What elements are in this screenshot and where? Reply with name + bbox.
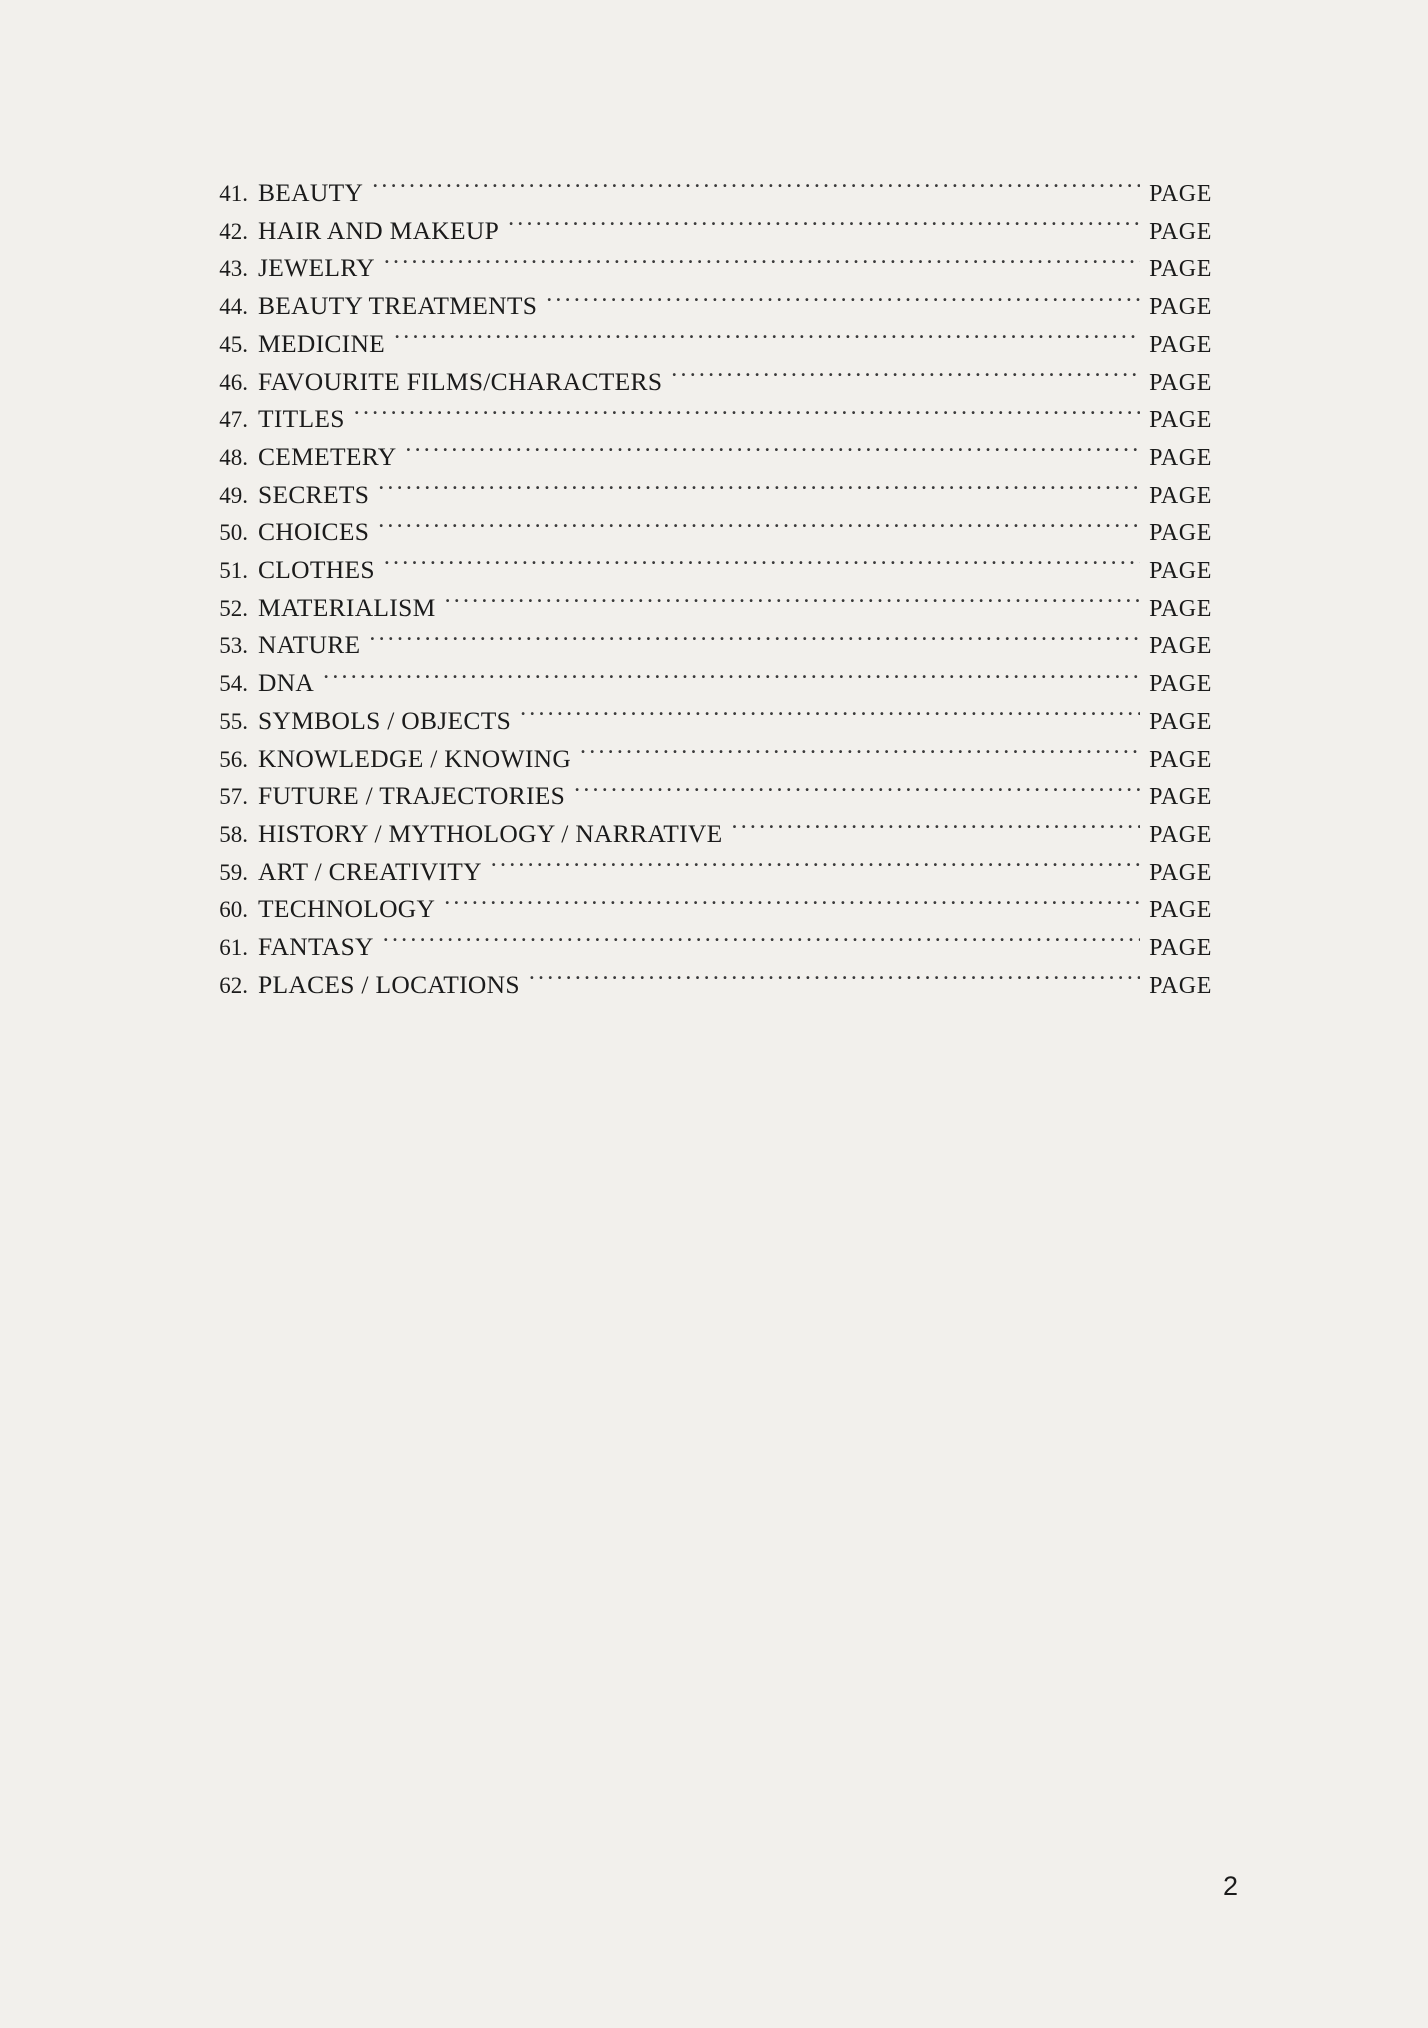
- toc-leader-dots: [384, 251, 1140, 277]
- toc-entry-label: ART / CREATIVITY: [258, 856, 482, 886]
- toc-entry[interactable]: [212, 250, 1212, 288]
- toc-leader-dots: [574, 779, 1140, 805]
- toc-entry-label: FAVOURITE FILMS/CHARACTERS: [258, 366, 663, 396]
- toc-entry-label: FUTURE / TRAJECTORIES: [258, 781, 566, 811]
- toc-entry[interactable]: [212, 288, 1212, 326]
- toc-leader-dots: [580, 741, 1140, 767]
- toc-entry[interactable]: [212, 439, 1212, 477]
- toc-entry-number: 47.: [219, 407, 248, 433]
- toc-entry[interactable]: [212, 967, 1212, 1005]
- toc-entry-label: CHOICES: [258, 517, 370, 547]
- toc-entry-label: MEDICINE: [258, 328, 386, 358]
- toc-entry-label: PLACES / LOCATIONS: [258, 969, 520, 999]
- toc-entry-number: 41.: [219, 181, 248, 206]
- toc-entry-number: 45.: [219, 331, 248, 357]
- toc-entry-page: PAGE: [1149, 633, 1212, 660]
- toc-entry[interactable]: [212, 175, 1212, 213]
- toc-entry[interactable]: [212, 590, 1212, 628]
- toc-entry-label: HAIR AND MAKEUP: [258, 215, 500, 245]
- toc-leader-dots: [394, 326, 1140, 352]
- toc-leader-dots: [369, 628, 1140, 654]
- toc-entry-page: PAGE: [1149, 972, 1212, 999]
- toc-entry-page: PAGE: [1149, 595, 1212, 622]
- toc-entry[interactable]: [212, 816, 1212, 854]
- toc-leader-dots: [444, 892, 1140, 918]
- toc-entry-page: PAGE: [1149, 369, 1212, 396]
- toc-entry-number: 58.: [219, 821, 248, 847]
- toc-entry-page: PAGE: [1149, 482, 1212, 509]
- toc-leader-dots: [508, 213, 1140, 239]
- toc-entry[interactable]: [212, 665, 1212, 703]
- toc-entry-number: 50.: [219, 520, 248, 546]
- toc-entry-page: PAGE: [1149, 218, 1212, 245]
- toc-entry-page: PAGE: [1149, 746, 1212, 773]
- toc-entry-number: 57.: [219, 784, 248, 810]
- toc-leader-dots: [384, 553, 1140, 579]
- toc-entry[interactable]: [212, 891, 1212, 929]
- toc-entry[interactable]: [212, 514, 1212, 552]
- page-number: 2: [1222, 1871, 1238, 1901]
- toc-leader-dots: [354, 402, 1140, 428]
- toc-entry[interactable]: [212, 552, 1212, 590]
- toc-entry-number: 53.: [219, 633, 248, 659]
- toc-entry-number: 52.: [219, 595, 248, 621]
- toc-leader-dots: [445, 590, 1141, 616]
- toc-leader-dots: [378, 515, 1140, 541]
- toc-entry-number: 44.: [219, 294, 248, 320]
- toc-entry-page: PAGE: [1149, 444, 1212, 471]
- toc-entry[interactable]: [212, 326, 1212, 364]
- toc-entry-label: BEAUTY: [258, 178, 364, 207]
- toc-entry-number: 42.: [219, 218, 248, 244]
- toc-entry-number: 62.: [219, 972, 248, 998]
- toc-entry-label: JEWELRY: [258, 253, 375, 283]
- toc-entry-number: 51.: [219, 558, 248, 584]
- toc-entry-label: FANTASY: [258, 932, 374, 962]
- toc-entry[interactable]: [212, 364, 1212, 402]
- toc-entry[interactable]: [212, 213, 1212, 251]
- toc-leader-dots: [491, 854, 1140, 880]
- toc-entry-page: PAGE: [1149, 331, 1212, 358]
- toc-entry-number: 48.: [219, 444, 248, 470]
- toc-entry[interactable]: [212, 741, 1212, 779]
- toc-entry-number: 55.: [219, 708, 248, 734]
- toc-entry-page: PAGE: [1149, 821, 1212, 848]
- toc-leader-dots: [323, 666, 1140, 692]
- toc-entry-page: PAGE: [1149, 671, 1212, 698]
- toc-entry-label: HISTORY / MYTHOLOGY / NARRATIVE: [258, 818, 723, 848]
- toc-entry-label: SYMBOLS / OBJECTS: [258, 705, 512, 735]
- toc-entry-label: CEMETERY: [258, 441, 397, 471]
- toc-entry[interactable]: [212, 477, 1212, 515]
- toc-entry-number: 49.: [219, 482, 248, 508]
- toc-entry[interactable]: [212, 627, 1212, 665]
- toc-leader-dots: [520, 703, 1140, 729]
- toc-entry-number: 54.: [219, 671, 248, 697]
- toc-entry-page: PAGE: [1149, 407, 1212, 434]
- toc-entry-label: MATERIALISM: [258, 592, 436, 622]
- toc-entry-label: TITLES: [258, 404, 345, 434]
- toc-entry-page: PAGE: [1149, 520, 1212, 547]
- toc-entry-number: 46.: [219, 369, 248, 395]
- toc-leader-dots: [529, 967, 1140, 993]
- toc-entry-label: BEAUTY TREATMENTS: [258, 291, 538, 321]
- toc-leader-dots: [405, 439, 1140, 465]
- toc-entry-number: 43.: [219, 256, 248, 282]
- table-of-contents: [212, 175, 1212, 1004]
- toc-leader-dots: [671, 364, 1140, 390]
- toc-entry-number: 60.: [219, 897, 248, 923]
- toc-entry-label: NATURE: [258, 630, 361, 660]
- toc-entry-page: PAGE: [1149, 784, 1212, 811]
- toc-entry-number: 61.: [219, 935, 248, 961]
- toc-entry-page: PAGE: [1149, 859, 1212, 886]
- toc-entry-label: DNA: [258, 668, 315, 698]
- toc-entry-label: SECRETS: [258, 479, 370, 509]
- toc-entry[interactable]: [212, 401, 1212, 439]
- toc-entry-number: 56.: [219, 746, 248, 772]
- toc-entry-label: CLOTHES: [258, 555, 375, 585]
- toc-leader-dots: [378, 477, 1140, 503]
- toc-leader-dots: [383, 930, 1140, 956]
- toc-entry[interactable]: [212, 854, 1212, 892]
- toc-entry[interactable]: [212, 778, 1212, 816]
- toc-leader-dots: [546, 289, 1140, 315]
- toc-entry-label: TECHNOLOGY: [258, 894, 436, 924]
- toc-entry-label: KNOWLEDGE / KNOWING: [258, 743, 572, 773]
- toc-entry-page: PAGE: [1149, 256, 1212, 283]
- toc-entry-page: PAGE: [1149, 708, 1212, 735]
- toc-entry-page: PAGE: [1149, 558, 1212, 585]
- toc-leader-dots: [372, 176, 1140, 202]
- toc-entry-page: PAGE: [1149, 181, 1212, 207]
- toc-entry-page: PAGE: [1149, 935, 1212, 962]
- toc-entry[interactable]: [212, 703, 1212, 741]
- toc-entry-page: PAGE: [1149, 294, 1212, 321]
- toc-entry-number: 59.: [219, 859, 248, 885]
- toc-entry-page: PAGE: [1149, 897, 1212, 924]
- toc-leader-dots: [732, 816, 1141, 842]
- toc-entry[interactable]: [212, 929, 1212, 967]
